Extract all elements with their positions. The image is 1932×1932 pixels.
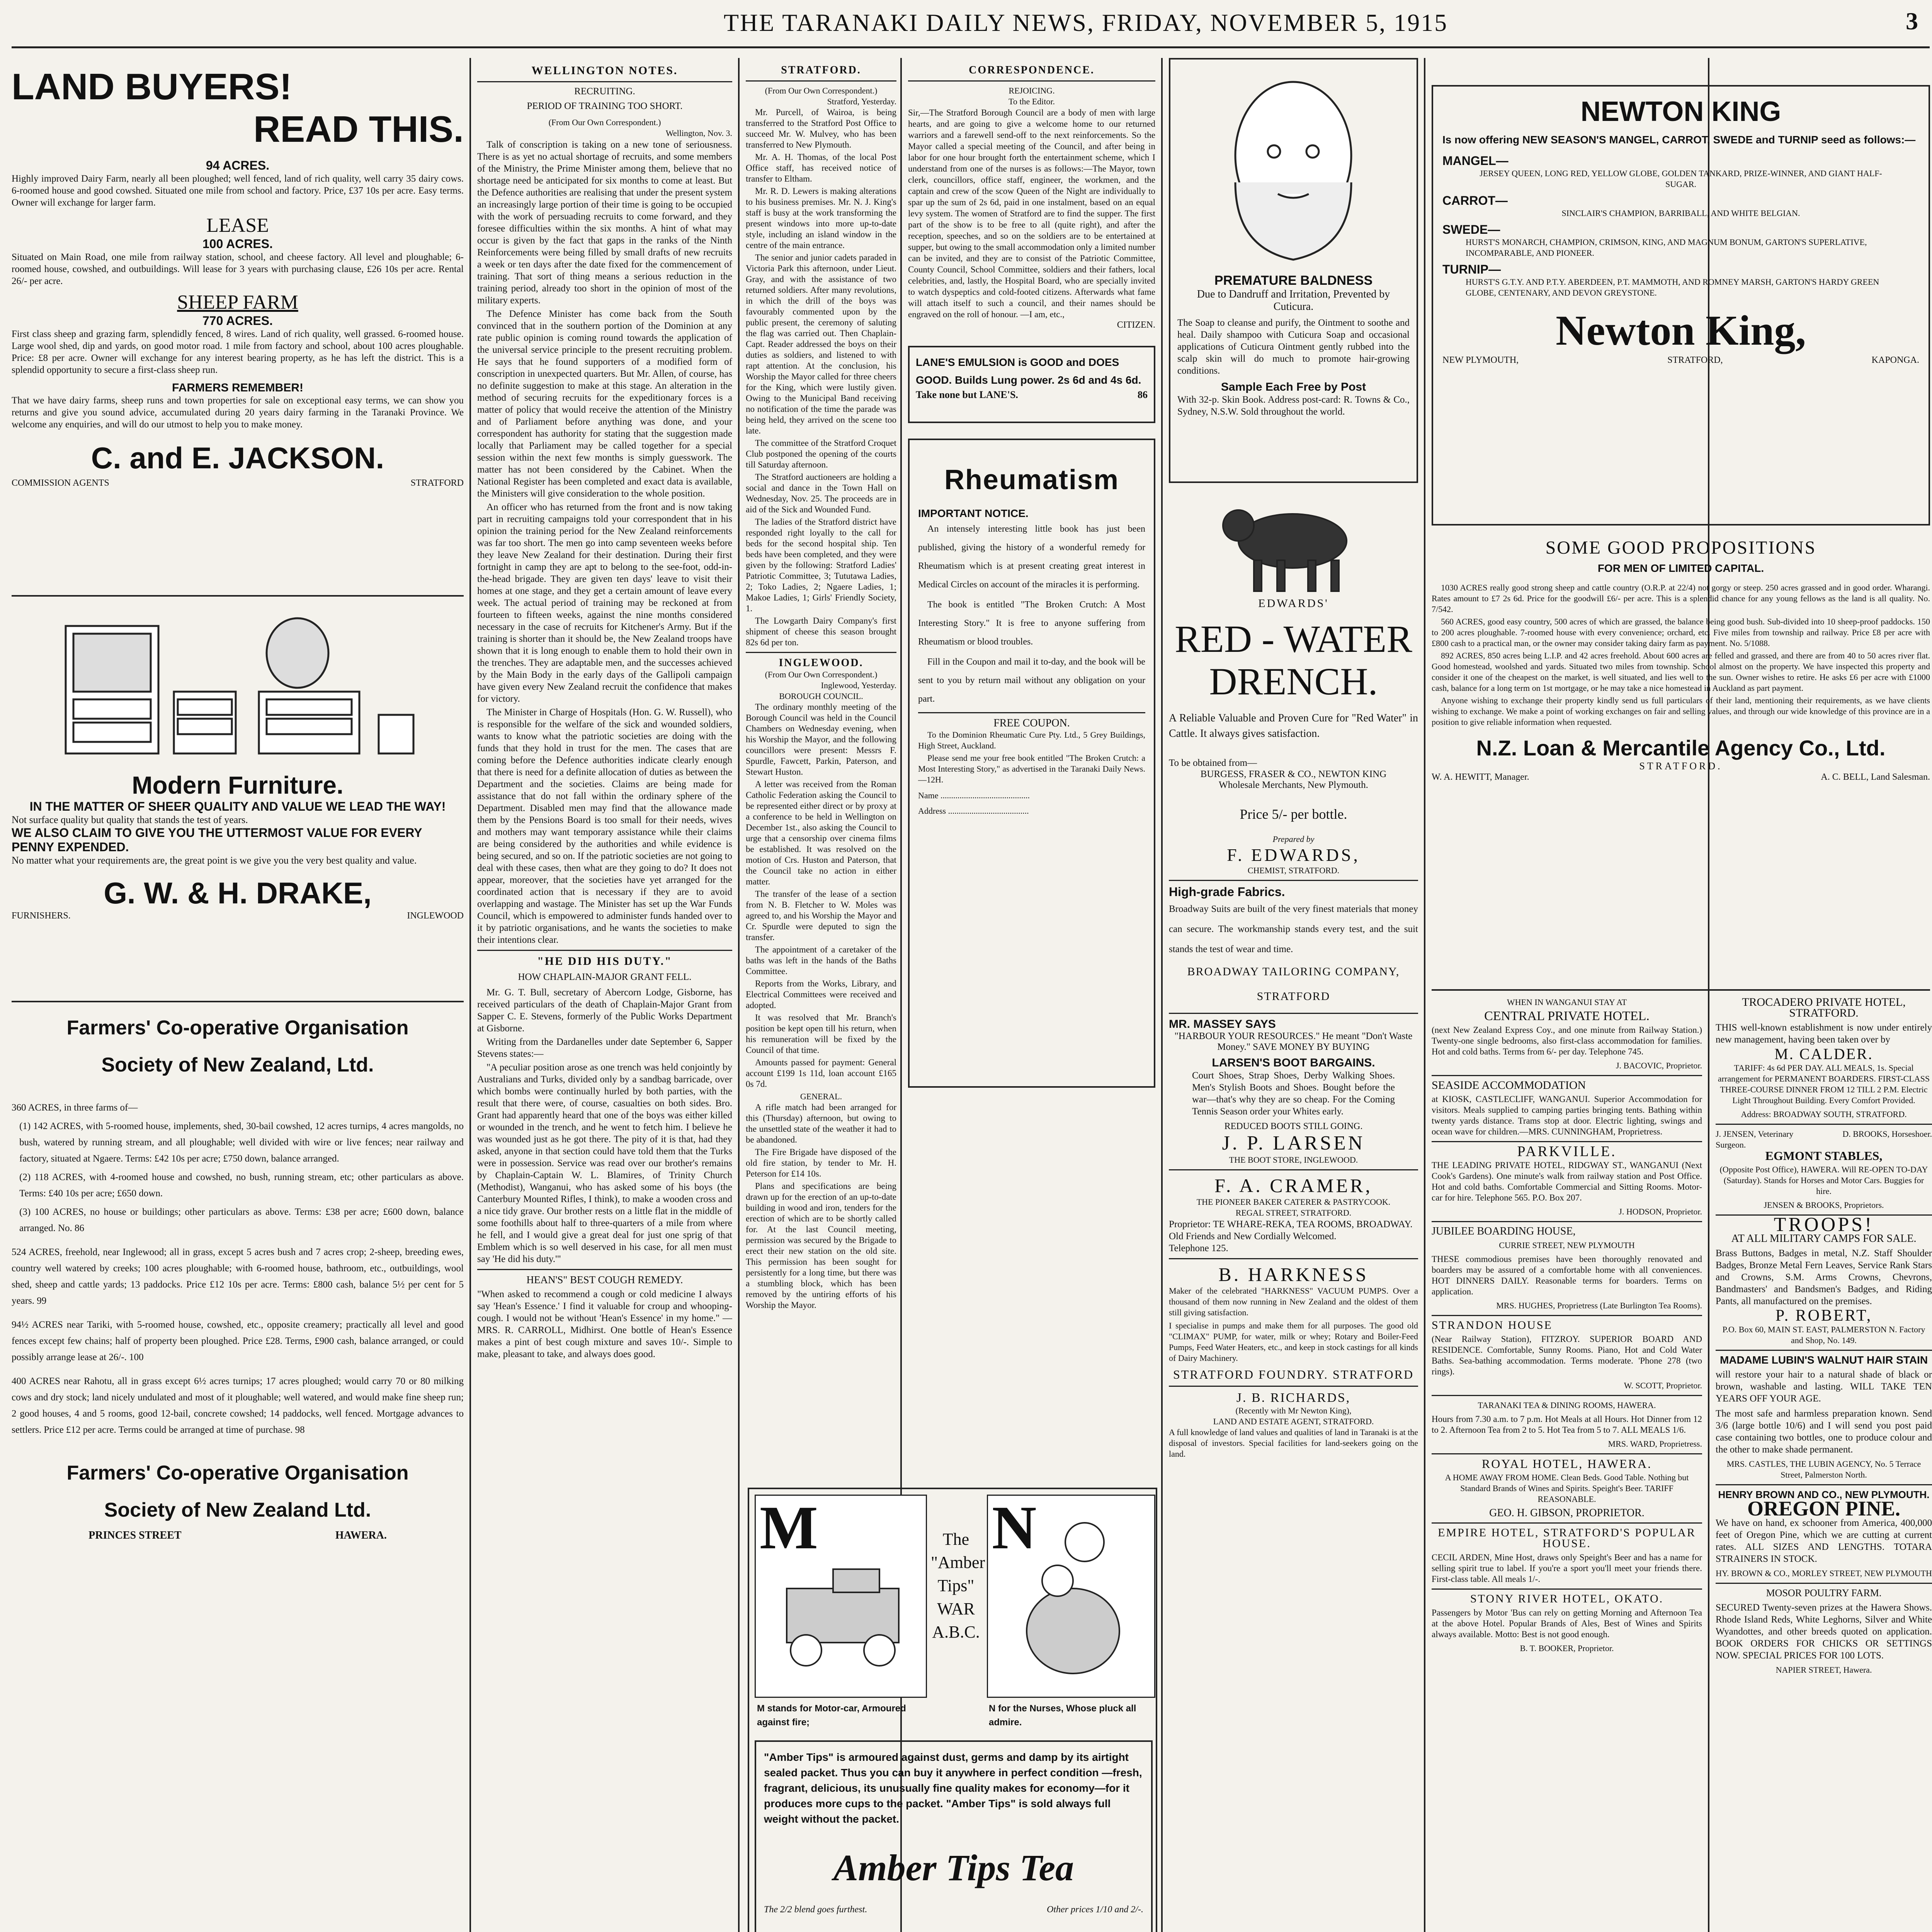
drench-prepared-by: Prepared by bbox=[1272, 834, 1315, 844]
duty-subhead: HOW CHAPLAIN-MAJOR GRANT FELL. bbox=[518, 972, 692, 982]
column-4 bbox=[908, 58, 1155, 1482]
column-6 bbox=[1432, 997, 1702, 1932]
amber-blend: The 2/2 blend goes furthest. bbox=[764, 1905, 867, 1915]
paragraph: The senior and junior cadets paraded in Victoria Park this afternoon, under Lieut. Gray, and with the assistance of two returned soldiers. After many revolutions, in which the drill of the boys was favourably commented upon by the public present, the ceremony of saluting the flag was carried out. Then Chaplain-Capt. Reader addressed the boys on their duties as soldiers, and listened to with rapt attention. At the conclusion, his Worship the Mayor called for three cheers for the King, which were lustily given. Owing to the Municipal Band receiving no notification of the time the parade was being held, they arrived on the scene too late. bbox=[746, 253, 896, 435]
carrot-varieties: SINCLAIR'S CHAMPION, BARRIBALL, AND WHITE BELGIAN. bbox=[1561, 208, 1800, 218]
drench-chemist-addr: CHEMIST, STRATFORD. bbox=[1247, 866, 1340, 875]
farmers-coop-title: Farmers' Co-operative Organisation bbox=[66, 1017, 409, 1039]
paragraph: An intensely interesting little book has just been published, giving the history of a wonderful remedy for Rheumatism which is at present creating great interest in Medical Circles on account of the miracles it is performing. bbox=[918, 524, 1145, 590]
royal-prop: GEO. H. GIBSON, PROPRIETOR. bbox=[1489, 1507, 1645, 1519]
paragraph: The book is entitled "The Broken Crutch: A Most Interesting Story." It is free to anyone suffering from Rheumatism or blood troubles. bbox=[918, 600, 1145, 647]
harkness-text: Maker of the celebrated "HARKNESS" VACUUM PUMPS. Over a thousand of them now running in New Zealand and the oldest of them still giving satisfaction. bbox=[1169, 1286, 1418, 1317]
larsen-ad bbox=[1169, 1018, 1418, 1165]
nz-loan-firm: N.Z. Loan & Mercantile Agency Co., Ltd. bbox=[1476, 736, 1886, 760]
paragraph: Fill in the Coupon and mail it to-day, and the book will be sent to you by return mail without any obligation on your part. bbox=[918, 657, 1145, 704]
sheep-farm-heading: SHEEP FARM bbox=[177, 291, 298, 313]
farmers-remember: FARMERS REMEMBER! bbox=[172, 381, 303, 394]
henry-brown-firm: HY. BROWN & CO., MORLEY STREET, NEW PLYMOUTH bbox=[1716, 1568, 1932, 1578]
town: STRATFORD, bbox=[1667, 355, 1723, 365]
lubin-text: will restore your hair to a natural shade of black or brown, washable and lasting. WILL TAKE TEN YEARS OFF YOUR AGE. bbox=[1716, 1369, 1932, 1404]
drench-obtain: To be obtained from— bbox=[1169, 758, 1257, 768]
town: KAPONGA. bbox=[1871, 355, 1919, 365]
jackson-agents: COMMISSION AGENTS bbox=[12, 478, 109, 488]
masthead-title: THE TARANAKI DAILY NEWS, FRIDAY, NOVEMBER 5, 1915 bbox=[723, 9, 1448, 36]
amber-tips-ad bbox=[748, 1488, 1157, 1932]
drake-trade: FURNISHERS. bbox=[12, 911, 71, 921]
stables-vet: J. JENSEN, Veterinary Surgeon. bbox=[1716, 1129, 1794, 1150]
oregon-pine-title: OREGON PINE. bbox=[1747, 1497, 1901, 1520]
drench-ad bbox=[1169, 495, 1418, 876]
parkville-text: THE LEADING PRIVATE HOTEL, RIDGWAY ST., WANGANUI (Next Cook's Gardens). One minute's walk from railway station and Post Office. Hot and cold baths. Comfortable Commercial and Sitting Rooms. Motor-car for hire. Telephone 565. P.O. Box 207. bbox=[1432, 1160, 1702, 1202]
cramer-name: F. A. CRAMER, bbox=[1214, 1175, 1372, 1196]
richards-ad bbox=[1169, 1391, 1418, 1459]
letter-text: Sir,—The Stratford Borough Council are a body of men with large hearts, and are going to give a welcome home to our returned warriors and a farewell send-off to the next reinforcements. So the Mayor called a special meeting of the Council, and after being in labor for one hour brought forth the entertainment scheme, which I understand from one of the nurses is as follows:—The Mayor, town clerk, councillors, office staff, engineer, the workmen, and the captain and crew of the scow Queen of the Night are individually to spar up the sum of 2s 6d, paid in one instalment, based on an equal levy system. The women of Stratford are to find the supper. The first part of the show is to be free to all (quite right), and after the reception, speeches, and so on the soldiers are to be entertained at supper, but owing to the small accommodation only a limited number can be invited, and they are to consist of the Patriotic Committee, County Council, School Committee, soldiers and their fathers, local celebrities, and, lastly, the Hospital Board, who are specially invited to watch dyspeptics and cold-footed citizens. Afterwards what fame will attach itself to such a council, and their names should be engraved on the roll of honour. —I am, etc., bbox=[908, 108, 1155, 319]
propositions-title: SOME GOOD PROPOSITIONS bbox=[1545, 537, 1816, 558]
paragraph: The ladies of the Stratford district have responded right loyally to the call for beds for the second hospital ship. Ten beds have been completed, and they were given by the following: Stratford Ladies' Patriotic Committee, 3; Tututawa Ladies, 2; Toko Ladies, 2; Ngaere Ladies, 1; Makoe Ladies, 1; Girls' Friendly Society, 1. bbox=[746, 517, 896, 613]
furniture-line-1: IN THE MATTER OF SHEER QUALITY AND VALUE WE LEAD THE WAY! bbox=[29, 799, 446, 813]
lanes-tagline: Take none but LANE'S. bbox=[916, 389, 1018, 400]
cough-heading: HEAN'S" BEST COUGH REMEDY. bbox=[526, 1274, 683, 1286]
swede-label: SWEDE— bbox=[1442, 223, 1500, 236]
furniture-illustration bbox=[12, 603, 464, 765]
to-the-editor: To the Editor. bbox=[1008, 97, 1055, 106]
cramer-prop: Proprietor: TE WHARE-REKA, TEA ROOMS, BROADWAY. bbox=[1169, 1219, 1413, 1230]
duty-heading: "HE DID HIS DUTY." bbox=[537, 955, 672, 968]
paragraph: Talk of conscription is taking on a new tone of seriousness. There is as yet no actual shortage of recruits, and some members of the Ministry, the Prime Minister among them, believe that no shortage need be anticipated for six months to come at least. But the Defence authorities are realising that under the present system an increasingly large portion of their time is going to be occupied with the work of persuading recruits to come forward, and they foresee difficulties within the six months. A hint of what may occur is given by the fact that gaps in the ranks of the Ninth Reinforcements were being filled by small drafts of new recruits a week or ten days after the date fixed for the commencement of training. That sort of thing means a serious reduction in the training period, already too short in the opinion of most of the military experts. bbox=[477, 139, 732, 306]
paragraph: Anyone wishing to exchange their property kindly send us full particulars of their land, mentioning their requirements, as we have clients wishing to exchange. We make a point of working exchanges on fair and selling values, and through our wide knowledge of this province are in a position to give reliable information when requested. bbox=[1432, 696, 1930, 727]
coupon-address-field[interactable]: Address ...................................... bbox=[918, 806, 1029, 816]
troops-text: Brass Buttons, Badges in metal, N.Z. Staff Shoulder Badges, Bronze Metal Fern Leaves, Service Rank Stars and Crowns, S.M. Arms Crowns, Chevrons, Bandmasters' and Bandsmen's Badges, and Riding Pants, all manufactured on the premises. bbox=[1716, 1248, 1932, 1306]
furniture-line-3: WE ALSO CLAIM TO GIVE YOU THE UTTERMOST VALUE FOR EVERY PENNY EXPENDED. bbox=[12, 826, 422, 854]
list-item: 1030 ACRES really good strong sheep and cattle country (O.R.P. at 22/4) not gorgy or steep. 250 acres grassed and in good order. Wharangi. Rates amount to £7 2s 6d. Price for the goodwill £6/- per acre. This is a splendid chance for any young fellows as the land is all quality. No. 7/542. bbox=[1432, 583, 1930, 614]
carrot-label: CARROT— bbox=[1442, 194, 1508, 207]
jackson-firm: C. and E. JACKSON. bbox=[91, 441, 384, 475]
paragraph: The ordinary monthly meeting of the Borough Council was held in the Council Chambers on Wednesday evening, when his Worship the Mayor, and the following councillors were present: Messrs F. Spurdle, Fawcett, Parkin, Paterson, and Stewart Huston. bbox=[746, 702, 896, 777]
paragraph: Amounts passed for payment: General account £199 1s 11d, loan account £165 0s 7d. bbox=[746, 1058, 896, 1089]
furniture-line-4: No matter what your requirements are, the great point is we give you the very best quality and value. bbox=[12, 855, 417, 866]
recruiting-subhead: RECRUITING. bbox=[574, 86, 635, 97]
baldness-post: With 32-p. Skin Book. Address post-card: R. Towns & Co., Sydney, N.S.W. Sold throughout the world. bbox=[1177, 395, 1410, 417]
parkville-name: PARKVILLE. bbox=[1517, 1143, 1617, 1160]
lanes-number: 86 bbox=[1138, 389, 1148, 400]
cow-illustration bbox=[1169, 495, 1418, 595]
paragraph: A rifle match had been arranged for this (Thursday) afternoon, but owing to the unsettled state of the weather it had to be abandoned. bbox=[746, 1102, 896, 1145]
paragraph: The transfer of the lease of a section from N. B. Fletcher to W. Moles was agreed to, and his Worship the Mayor and Cr. Spurdle were deputed to sign the transfer. bbox=[746, 889, 896, 942]
larsen-text: Court Shoes, Strap Shoes, Derby Walking Shoes. Men's Stylish Boots and Shoes. Bought before the war—that's why they are so cheap. For the Coming Tennis Season order your Whites early. bbox=[1192, 1070, 1395, 1117]
mangel-label: MANGEL— bbox=[1442, 154, 1509, 168]
harkness-name: B. HARKNESS bbox=[1218, 1264, 1369, 1285]
taranaki-prop: MRS. WARD, Proprietress. bbox=[1608, 1439, 1702, 1449]
jubilee-text: THESE commodious premises have been thoroughly renovated and boarders may be assured of a comfortable home with all conveniences. HOT DINNERS DAILY. Reasonable terms for boarders. Terms on application. bbox=[1432, 1254, 1702, 1296]
paragraph: The Fire Brigade have disposed of the old fire station, by tender to Mr. H. Peterson for £14 10s. bbox=[746, 1147, 896, 1179]
stables-name: EGMONT STABLES, bbox=[1765, 1149, 1883, 1163]
amber-prices: Other prices 1/10 and 2/-. bbox=[1047, 1905, 1143, 1915]
drench-agent: BURGESS, FRASER & CO., NEWTON KING bbox=[1200, 769, 1387, 779]
turnip-label: TURNIP— bbox=[1442, 262, 1501, 276]
correspondence-heading: CORRESPONDENCE. bbox=[969, 64, 1095, 76]
lubin-text-2: The most safe and harmless preparation known. Send 3/6 (large bottle 10/6) and I will send you post paid case containing two bottles, one to produce colour and the other to make shade permanent. bbox=[1716, 1408, 1932, 1455]
read-this: READ THIS. bbox=[253, 109, 464, 150]
drench-chemist: F. EDWARDS, bbox=[1227, 845, 1360, 865]
page-number: 3 bbox=[1906, 7, 1918, 35]
amber-tips-brand: Amber Tips Tea bbox=[833, 1847, 1074, 1888]
paragraph: The committee of the Stratford Croquet Club postponed the opening of the courts till Saturday afternoon. bbox=[746, 438, 896, 469]
farmers-coop-ad bbox=[12, 1009, 464, 1932]
lanes-text: LANE'S EMULSION is GOOD and DOES GOOD. Builds Lung power. 2s 6d and 4s 6d. bbox=[916, 356, 1141, 386]
turnip-varieties: HURST'S G.T.Y. AND P.T.Y. ABERDEEN, P.T. MAMMOTH, AND ROMNEY MARSH, GARTON'S HARDY GREEN GLOBE, CENTENARY, AND DEVON GREYSTONE. bbox=[1466, 277, 1879, 298]
list-item: 524 ACRES, freehold, near Inglewood; all in grass, except 5 acres bush and 7 acres crop; 2-sheep, breeding ewes, country well watered by creeks; 100 acres ploughable; with 6-roomed house, bathroom, etc., outbuildings, wool shed, sheep and cattle yards; 13 paddocks. Price £12 10s per acre. Terms: £800 cash, balance 5½ per cent for 5 years. 99 bbox=[12, 1247, 464, 1306]
byline: (From Our Own Correspondent.) bbox=[765, 670, 878, 679]
jubilee-name: JUBILEE BOARDING HOUSE, bbox=[1432, 1225, 1576, 1237]
stony-text: Passengers by Motor 'Bus can rely on getting Morning and Afternoon Tea at the above Hotel. Popular Brands of Ales, Best of Wines and Spirits always available. Motto: Best is not good enough. bbox=[1432, 1608, 1702, 1639]
harkness-ad bbox=[1169, 1263, 1418, 1382]
paragraph: Mr. R. D. Lewers is making alterations to his business premises. Mr. N. J. King's staff is busy at the work transforming the present windows into more up-to-date style, including an island window in the centre of the main entrance. bbox=[746, 186, 896, 250]
cramer-trade: THE PIONEER BAKER CATERER & PASTRYCOOK. bbox=[1196, 1197, 1391, 1207]
lease-heading: LEASE bbox=[206, 214, 269, 236]
farmers-coop-subtitle: Society of New Zealand, Ltd. bbox=[101, 1054, 374, 1076]
good-propositions-ad bbox=[1432, 537, 1930, 981]
larsen-name: J. P. LARSEN bbox=[1222, 1132, 1365, 1154]
drench-brand: EDWARDS' bbox=[1258, 597, 1329, 610]
fabrics-firm: BROADWAY TAILORING COMPANY, STRATFORD bbox=[1187, 965, 1400, 1003]
training-subhead: PERIOD OF TRAINING TOO SHORT. bbox=[527, 101, 683, 111]
land-buyers-ad bbox=[12, 58, 464, 591]
mangel-varieties: JERSEY QUEEN, LONG RED, YELLOW GLOBE, GOLDEN TANKARD, PRIZE-WINNER, AND GIANT HALF-SUGAR. bbox=[1480, 168, 1882, 189]
paragraph: The Defence Minister has come back from the South convinced that in the southern portion of the Dominion at any rate public opinion is coming round towards the application of the universal service principle to the present recruiting problem. He says that he found supporters of a modified form of conscription in unexpected quarters. But Mr. Allen, of course, has no definite suggestion to make at this stage. An alteration in the method of securing recruits for the expeditionary forces is a matter of policy that would receive the attention of the Ministry and of Parliament before anything was done, and your correspondent has authority for stating that the suggestion made locally that Parliament may be called together for a special session within the next few months is simply guesswork. The matter has not been considered by the Cabinet. When the National Register has been completed and exact data is available, the Ministers will give consideration to the whole position. bbox=[477, 309, 732, 499]
newton-king-title: NEWTON KING bbox=[1580, 96, 1781, 127]
henry-brown-name: HENRY BROWN AND CO., NEW PLYMOUTH. bbox=[1718, 1489, 1930, 1500]
farmers-coop-list bbox=[12, 1100, 464, 1438]
farmers-coop-subtitle-2: Society of New Zealand Ltd. bbox=[104, 1499, 371, 1521]
amber-tips-text-box bbox=[755, 1740, 1153, 1932]
furniture-line-2: Not surface quality but quality that stands the test of years. bbox=[12, 814, 248, 825]
central-text: (next New Zealand Express Coy., and one minute from Railway Station.) Twenty-one single bedrooms, also first-class accommodation for families. Hot and cold baths. Terms from 6/- per day. Telephone 745. bbox=[1432, 1025, 1702, 1056]
list-item: 892 ACRES, 850 acres being L.I.P. and 42 acres freehold. About 600 acres are felled and grassed, and there are from 40 to 50 acres river flat. Good homestead, woolshed and yards. Situated two miles from township. School almost on the property. We have inspected this property and consider it one of the cheapest on the market, is well situated, and lies well to the sun. Owner wishes to retire. He asks £6 per acre with £1000 cash, balance for a long term on 1st mortgage, or he may take a nice homestead in Auckland as part payment. bbox=[1432, 651, 1930, 693]
stony-prop: B. T. BOOKER, Proprietor. bbox=[1520, 1643, 1614, 1653]
paragraph: Mr. A. H. Thomas, of the local Post Office staff, has received notice of transfer to Eltham. bbox=[746, 152, 896, 184]
lubin-title: MADAME LUBIN'S WALNUT HAIR STAIN bbox=[1719, 1354, 1928, 1366]
dateline: Stratford, Yesterday. bbox=[827, 97, 896, 106]
byline: (From Our Own Correspondent.) bbox=[765, 86, 878, 95]
column-3 bbox=[746, 58, 896, 1482]
lubin-addr: MRS. CASTLES, THE LUBIN AGENCY, No. 5 Terrace Street, Palmerston North. bbox=[1726, 1459, 1921, 1480]
rejoicing-subhead: REJOICING. bbox=[1009, 86, 1055, 95]
paragraph: "A peculiar position arose as one trench was held conjointly by Australians and Turks, divided only by a sandbag barricade, over which bombs were continually hurled by both parties, with the result that there were, of course, casualties on both sides. Bro. Grant had apparently heard that one of the boys was either killed or wounded in the trench, and he went to fetch him. I believe he was wounded just as he got there. The pity of it is that, had they asked, anyone in that section could have told them that the Turks were in possession. Service was read over our brother's remains by Chaplain-Captain W. L. Blamires, of Trinity Church (Methodist), Wanganui, who has asked some of his boys (the Canterbury Mounted Rifles, I think), to make a wooden cross and a nice tidy grave. Our brother rests on a little flat in the middle of some foothills about half to three-quarters of a mile from where he fell, and I would give a great deal for just one sprig of that Emblem which is so well deserved in his case, for all men must say 'He did his duty.'" bbox=[477, 1062, 732, 1264]
cough-text: "When asked to recommend a cough or cold medicine I always say 'Hean's Essence.' I find it valuable for croup and whooping-cough. I would not be without 'Hean's Essence' in my home." —MRS. R. CARROLL, Midhirst. One bottle of Hean's Essence makes a pint of best cough mixture and saves 10/-. Simple to make, pleasant to take, and always does good. bbox=[477, 1289, 732, 1359]
column-1 bbox=[12, 58, 464, 1932]
stables-smith: D. BROOKS, Horseshoer. bbox=[1842, 1129, 1932, 1139]
general-subhead: GENERAL. bbox=[800, 1092, 842, 1101]
amber-tips-text: "Amber Tips" is armoured against dust, germs and damp by its airtight sealed packet. Thus you can buy it anywhere in perfect condition —fresh, fragrant, delicious, its unusually fine quality makes for economy—for it produces more cups to the packet. "Amber Tips" is sold always full weight without the packet. bbox=[764, 1751, 1142, 1825]
drench-price: Price 5/- per bottle. bbox=[1240, 806, 1347, 822]
bald-man-illustration bbox=[1177, 66, 1409, 267]
stables-text: (Opposite Post Office), HAWERA. Will RE-OPEN TO-DAY (Saturday). Stands for Horses and Motor Cars. Buggies for hire. bbox=[1719, 1165, 1928, 1196]
central-name: CENTRAL PRIVATE HOTEL. bbox=[1484, 1009, 1650, 1023]
paragraph: The appointment of a caretaker of the baths was left in the hands of the Baths Committee. bbox=[746, 945, 896, 976]
inglewood-heading: INGLEWOOD. bbox=[779, 657, 864, 669]
lanes-emulsion-ad bbox=[908, 346, 1155, 423]
paragraph: To the Dominion Rheumatic Cure Pty. Ltd., 5 Grey Buildings, High Street, Auckland. bbox=[918, 730, 1145, 750]
cramer-ad bbox=[1169, 1174, 1418, 1254]
coupon-address-label: Address bbox=[918, 806, 946, 816]
baldness-subtitle: Due to Dandruff and Irritation, Prevented by Cuticura. bbox=[1197, 288, 1390, 313]
town: NEW PLYMOUTH, bbox=[1442, 355, 1519, 365]
farmers-coop-title-2: Farmers' Co-operative Organisation bbox=[66, 1462, 409, 1484]
central-intro: WHEN IN WANGANUI STAY AT bbox=[1507, 997, 1627, 1007]
drake-town: INGLEWOOD bbox=[407, 911, 464, 921]
letter-m-illustration: M bbox=[755, 1495, 927, 1698]
paragraph: Writing from the Dardanelles under date September 6, Sapper Stevens states:— bbox=[477, 1037, 732, 1059]
seaside-text: at KIOSK, CASTLECLIFF, WANGANUI. Superior Accommodation for visitors. Meals supplied to camping parties bringing tents. Bathing within twenty yards distance. Trams stop at door. Electric lighting, swings and ocean wave for children.—MRS. CUNNINGHAM, Proprietress. bbox=[1432, 1094, 1702, 1136]
richards-trade: LAND AND ESTATE AGENT, STRATFORD. bbox=[1213, 1417, 1374, 1426]
acres-100-heading: 100 ACRES. bbox=[202, 237, 273, 251]
jubilee-addr: CURRIE STREET, NEW PLYMOUTH bbox=[1499, 1240, 1635, 1250]
mosor-addr: NAPIER STREET, Hawera. bbox=[1776, 1665, 1872, 1675]
list-item: 400 ACRES near Rahotu, all in grass except 6½ acres turnips; 17 acres ploughed; would carry 70 or 80 milking cows and dry stock; land nicely undulated and most of it ploughable; well watered, and would make fine sheep run; 2 good houses, 4 and 5 rooms, good 12-bail, concrete cowshed; 14 paddocks, well fenced. Mortgage advances to settlers. Price £12 per acre. Terms could be arranged at time of purchase. 98 bbox=[12, 1376, 464, 1435]
drench-title: RED - WATER DRENCH. bbox=[1175, 617, 1412, 703]
taranaki-text: Hours from 7.30 a.m. to 7 p.m. Hot Meals at all Hours. Hot Dinner from 12 to 2. Afternoon Tea from 2 to 5. Hot Tea from 5 to 7. ALL MEALS 1/6. bbox=[1432, 1414, 1702, 1435]
letter-n-caption: N for the Nurses, Whose pluck all admire. bbox=[989, 1703, 1136, 1728]
acres-94-heading: 94 ACRES. bbox=[206, 158, 270, 172]
trocadero-name: TROCADERO PRIVATE HOTEL, STRATFORD. bbox=[1742, 997, 1906, 1019]
byline: (From Our Own Correspondent.) bbox=[548, 117, 661, 127]
cuticura-ad bbox=[1169, 58, 1418, 483]
trocadero-owner: M. CALDER. bbox=[1774, 1045, 1873, 1063]
free-coupon: FREE COUPON. bbox=[993, 717, 1070, 729]
newton-king-signature: Newton King, bbox=[1556, 307, 1806, 354]
fabrics-text: Broadway Suits are built of the very finest materials that money can secure. The workmanship stands every test, and the suit stands the test of wear and time. bbox=[1169, 904, 1418, 954]
drench-text: A Reliable Valuable and Proven Cure for "Red Water" in Cattle. It always gives satisfaction. bbox=[1169, 712, 1418, 740]
strandon-name: STRANDON HOUSE bbox=[1432, 1319, 1553, 1332]
empire-name: EMPIRE HOTEL, STRATFORD'S POPULAR HOUSE. bbox=[1438, 1526, 1696, 1550]
drake-firm: G. W. & H. DRAKE, bbox=[104, 876, 372, 910]
trocadero-text: THIS well-known establishment is now under entirely new management, having been taken over by bbox=[1716, 1022, 1932, 1045]
drench-agent-2: Wholesale Merchants, New Plymouth. bbox=[1219, 780, 1368, 790]
richards-name: J. B. RICHARDS, bbox=[1236, 1391, 1351, 1405]
acres-770-heading: 770 ACRES. bbox=[202, 314, 273, 328]
paragraph: Reports from the Works, Library, and Electrical Committees were received and adopted. bbox=[746, 979, 896, 1010]
central-prop: J. BACOVIC, Proprietor. bbox=[1616, 1061, 1702, 1070]
troops-title: TROOPS! bbox=[1774, 1214, 1874, 1236]
cramer-old: Old Friends and New Cordially Welcomed. bbox=[1169, 1231, 1337, 1242]
nz-loan-town: STRATFORD. bbox=[1639, 760, 1723, 772]
harkness-foundry: STRATFORD FOUNDRY. STRATFORD bbox=[1173, 1367, 1414, 1381]
furniture-ad bbox=[12, 603, 464, 997]
baldness-sample: Sample Each Free by Post bbox=[1221, 381, 1366, 393]
massey-quote: "HARBOUR YOUR RESOURCES." He meant "Don't Waste Money." SAVE MONEY BY BUYING bbox=[1174, 1031, 1413, 1052]
newton-king-ad bbox=[1432, 85, 1930, 526]
masthead bbox=[0, 0, 1932, 58]
paragraph: It was resolved that Mr. Branch's position be kept open till his return, when his remuneration will be fixed by the Council of that time. bbox=[746, 1013, 896, 1055]
acres-770-text: First class sheep and grazing farm, splendidly fenced, 8 wires. Land of rich quality, well grassed. 6-roomed house. Large wool shed, dip and yards, on good motor road. 1 mile from factory and school, about 100 acres ploughable. Price: £8 per acre. Owner will exchange for any interest bearing property, as he has left the district. This is a splendid opportunity to secure a first-class sheep run. bbox=[12, 329, 464, 375]
paragraph: Mr. Purcell, of Wairoa, is being transferred to the Stratford Post Office to succeed Mr. W. Mulvey, who has been transferred to New Plymouth. bbox=[746, 107, 896, 150]
land-buyers-title: LAND BUYERS! bbox=[12, 66, 292, 107]
acres-100-text: Situated on Main Road, one mile from railway station, school, and cheese factory. All level and ploughable; 6-roomed house, cowshed, and outbuildings. Will lease for 3 years with purchasing clause, £26 10s per acre. Rental 26/- per acre. bbox=[12, 252, 464, 286]
royal-name: ROYAL HOTEL, HAWERA. bbox=[1481, 1457, 1652, 1471]
coupon-name-label: Name bbox=[918, 791, 939, 800]
fabrics-ad bbox=[1169, 885, 1418, 1009]
mosor-text: SECURED Twenty-seven prizes at the Hawera Shows. Rhode Island Reds, White Leghorns, Silver and White Wyandottes, and other breeds quoted on application. BOOK ORDERS FOR CHICKS OR SETTINGS NOW. SPECIAL PRICES FOR 100 LOTS. bbox=[1716, 1602, 1932, 1661]
rheumatism-ad bbox=[908, 439, 1155, 1088]
stables-firm: JENSEN & BROOKS, Proprietors. bbox=[1764, 1200, 1884, 1210]
larsen-shop: LARSEN'S BOOT BARGAINS. bbox=[1212, 1056, 1375, 1069]
paragraph: Please send me your free book entitled "The Broken Crutch: a Most Interesting Story," as advertised in the Taranaki Daily News.—12H. bbox=[918, 753, 1145, 784]
dateline: Wellington, Nov. 3. bbox=[665, 128, 732, 138]
parkville-prop: J. HODSON, Proprietor. bbox=[1619, 1207, 1702, 1216]
column-7 bbox=[1716, 997, 1932, 1932]
baldness-text: The Soap to cleanse and purify, the Ointment to soothe and heal. Daily shampoo with Cuticura Soap and occasional applications of Cuticura Ointment gently rubbed into the scalp skin will do much to promote hair-growing conditions. bbox=[1177, 318, 1410, 376]
letter-signature: CITIZEN. bbox=[1117, 320, 1155, 330]
coupon-name-field[interactable]: Name .......................................... bbox=[918, 791, 1030, 800]
oregon-pine-text: We have on hand, ex schooner from America, 400,000 feet of Oregon Pine, which we are cutting at current rates. ALL SIZES AND LENGTHS. TOTARA STRAINERS IN STOCK. bbox=[1716, 1518, 1932, 1564]
richards-text: A full knowledge of land values and qualities of land in Taranaki is at the disposal of investors. Special facilities for land-seekers going on the land. bbox=[1169, 1427, 1418, 1459]
larsen-reduced: REDUCED BOOTS STILL GOING. bbox=[1224, 1121, 1363, 1131]
farmers-street: PRINCES STREET bbox=[88, 1529, 182, 1541]
letter-m-caption: M stands for Motor-car, Armoured against fire; bbox=[757, 1703, 906, 1728]
nz-loan-manager: W. A. HEWITT, Manager. bbox=[1432, 772, 1529, 782]
propositions-subtitle: FOR MEN OF LIMITED CAPITAL. bbox=[1597, 562, 1764, 574]
borough-council-subhead: BOROUGH COUNCIL. bbox=[779, 691, 863, 701]
strandon-text: (Near Railway Station), FITZROY. SUPERIOR BOARD AND RESIDENCE. Comfortable, Sunny Rooms. Piano, Hot and Cold Water Baths. Sea-bathing accommodation. Terms moderate. 'Phone 278 (two rings). bbox=[1432, 1334, 1702, 1376]
cramer-addr: REGAL STREET, STRATFORD. bbox=[1235, 1208, 1352, 1218]
war-abc-title: The "Amber Tips" WAR A.B.C. bbox=[931, 1530, 985, 1641]
troops-sub: AT ALL MILITARY CAMPS FOR SALE. bbox=[1731, 1233, 1917, 1245]
list-item: (2) 118 ACRES, with 4-roomed house and cowshed, no bush, running stream, etc; other particulars as above. Terms: £40 10s per acre; £650 down. bbox=[19, 1172, 464, 1199]
royal-text: A HOME AWAY FROM HOME. Clean Beds. Good Table. Nothing but Standard Brands of Wines and Spirits. Speight's Beer. TARIFF REASONABLE. bbox=[1445, 1473, 1689, 1504]
paragraph: The Minister in Charge of Hospitals (Hon. G. W. Russell), who is responsible for the welfare of the sick and wounded soldiers, wants to know what the patriotic societies are doing with the funds that they hold in trust for the men. The cases that are coming before the Defence authorities indicate clearly enough that there is need for a definite allocation of duties as between the Department and the societies. Claims are being made for assistance that do not fall within the ordinary sphere of the Department. Disabled men may find that the allowance made them by the Pensions Board is too small for their needs, wives and mothers may want temporary assistance while their claims are being considered by the authorities and while evidence is being secured, and so on. If the patriotic societies are not going to deal with these cases, then what are they going to do? It does not appear, moreover, that the societies have yet arranged for the coordinated action that is necessary if they are to avoid overlapping and wastage. The Minister has set up the War Funds Council, which is empowered to administer funds handed over to it by patriotic organisations, and he wants the societies to make their intentions clear. bbox=[477, 707, 732, 945]
massey-title: MR. MASSEY SAYS bbox=[1169, 1018, 1276, 1031]
taranaki-name: TARANAKI TEA & DINING ROOMS, HAWERA. bbox=[1478, 1400, 1656, 1410]
trocadero-addr: Address: BROADWAY SOUTH, STRATFORD. bbox=[1741, 1109, 1907, 1119]
troops-addr: P.O. Box 60, MAIN ST. EAST, PALMERSTON N. Factory and Shop, No. 149. bbox=[1722, 1325, 1925, 1345]
jubilee-prop: MRS. HUGHES, Proprietress (Late Burlington Tea Rooms). bbox=[1496, 1301, 1702, 1310]
richards-sub: (Recently with Mr Newton King), bbox=[1235, 1406, 1352, 1415]
stratford-heading: STRATFORD. bbox=[781, 64, 861, 76]
fabrics-title: High-grade Fabrics. bbox=[1169, 885, 1285, 899]
farmers-remember-text: That we have dairy farms, sheep runs and town properties for sale on exceptional easy terms, we can show you returns and give you sound advice, accumulated during 20 years dairy farming in the Taranaki Province. We welcome any enquiries, and will do our utmost to help you to make money. bbox=[12, 395, 464, 430]
baldness-title: PREMATURE BALDNESS bbox=[1214, 273, 1373, 288]
newton-king-intro: Is now offering NEW SEASON'S MANGEL, CARROT, SWEDE and TURNIP seed as follows:— bbox=[1442, 134, 1916, 146]
list-item: 560 ACRES, good easy country, 500 acres of which are grassed, the balance being good bush. Sub-divided into 10 sheep-proof paddocks. 150 to 200 acres ploughable. 7-roomed house with every convenience; orchard, etc. Five miles from township and railway. Price £8 per acre with £800 cash to a practical man, or the owner may consider taking dairy farm as payment. No. 5/1088. bbox=[1432, 617, 1930, 648]
list-item: 94½ ACRES near Tariki, with 5-roomed house, cowshed, etc., opposite creamery; practically all level and good fences except few chains; half of property been ploughed. Price £28. Terms, £900 cash, balance arranged, or could possibly arrange lease at 26/-. 100 bbox=[12, 1320, 464, 1362]
harkness-text-2: I specialise in pumps and make them for all purposes. The good old "CLIMAX" PUMP, for water, milk or whey; Rotary and Boiler-Feed Pumps, Feed Water Heaters, etc., and keep in stock castings for all kinds of Dairy Machinery. bbox=[1169, 1321, 1418, 1363]
swede-varieties: HURST'S MONARCH, CHAMPION, CRIMSON, KING, AND MAGNUM BONUM, GARTON'S SUPERLATIVE, INCOMPARABLE, AND PIONEER. bbox=[1466, 237, 1867, 258]
jackson-town: STRATFORD bbox=[410, 478, 464, 488]
wellington-notes-heading: WELLINGTON NOTES. bbox=[531, 64, 678, 77]
empire-text: CECIL ARDEN, Mine Host, draws only Speight's Beer and has a name for selling spirit true to label. If you're a sport you'll meet your friends there. First-class table. All meals 1/-. bbox=[1432, 1553, 1702, 1584]
mosor-title: MOSOR POULTRY FARM. bbox=[1766, 1587, 1882, 1599]
column-5 bbox=[1169, 58, 1418, 1932]
paragraph: The Lowgarth Dairy Company's first shipment of cheese this season brought 82s 6d per ton. bbox=[746, 616, 896, 647]
larsen-addr: THE BOOT STORE, INGLEWOOD. bbox=[1229, 1155, 1358, 1165]
list-item: (1) 142 ACRES, with 5-roomed house, implements, shed, 30-bail cowshed, 12 acres turnips, 4 acres mangolds, no bush, watered by running stream, and all ploughable; well divided with wire or live fences; near railway and factory, situated at Ngaere. Terms: £42 10s per acre; £750 down, balance arranged. bbox=[19, 1121, 464, 1164]
stony-name: STONY RIVER HOTEL, OKATO. bbox=[1470, 1592, 1664, 1605]
seaside-name: SEASIDE ACCOMMODATION bbox=[1432, 1079, 1586, 1092]
paragraph: A letter was received from the Roman Catholic Federation asking the Council to be represented either direct or by proxy at a conference to be held in Wellington on December 1st., also asking the Council to urge that a censorship over cinema films be established. It was resolved on the motion of Crs. Huston and Paterson, that the Council take no action in either matter. bbox=[746, 779, 896, 886]
trocadero-tariff: TARIFF: 4s 6d PER DAY. ALL MEALS, 1s. Special arrangement for PERMANENT BOARDERS. FIRST-CLASS THREE-COURSE DINNER FROM 12 TILL 2 P.M. Electric Light Throughout Building. Every Comfort Provided. bbox=[1718, 1063, 1930, 1105]
column-2 bbox=[477, 58, 732, 1932]
acres-94-text: Highly improved Dairy Farm, nearly all been ploughed; well fenced, land of rich quality, well carry 35 dairy cows. 6-roomed house and good cowshed. Situated one mile from school and factory. Price, £37 10s per acre. Easy terms. Owner will exchange for larger farm. bbox=[12, 173, 464, 208]
letter-n-illustration: N bbox=[987, 1495, 1155, 1698]
troops-name: P. ROBERT, bbox=[1775, 1307, 1872, 1325]
list-item: 360 ACRES, in three farms of— bbox=[12, 1102, 138, 1113]
nz-loan-salesman: A. C. BELL, Land Salesman. bbox=[1821, 772, 1930, 782]
furniture-title: Modern Furniture. bbox=[132, 771, 344, 799]
strandon-prop: W. SCOTT, Proprietor. bbox=[1624, 1381, 1702, 1390]
paragraph: Plans and specifications are being drawn up for the erection of an up-to-date building in wood and iron, tenders for the erection of which are to be shortly called for. At the last Council meeting, permission was secured by the Brigade to erect their new station on the old site. This permission has been sought for persistently for a long time, but there was a stumbling block, which has been removed by the untiring efforts of his Worship the Mayor. bbox=[746, 1181, 896, 1310]
rheumatism-notice: IMPORTANT NOTICE. bbox=[918, 507, 1029, 519]
paragraph: Mr. G. T. Bull, secretary of Abercorn Lodge, Gisborne, has received particulars of the death of Chaplain-Major Grant from Sapper C. E. Stevens, formerly of the Public Works Department at Gisborne. bbox=[477, 987, 732, 1034]
farmers-town: HAWERA. bbox=[335, 1529, 387, 1541]
dateline: Inglewood, Yesterday. bbox=[821, 680, 896, 690]
paragraph: The Stratford auctioneers are holding a social and dance in the Town Hall on Wednesday, Nov. 25. The proceeds are in aid of the Sick and Wounded Fund. bbox=[746, 472, 896, 514]
cramer-tel: Telephone 125. bbox=[1169, 1243, 1228, 1253]
paragraph: An officer who has returned from the front and is now taking part in recruiting campaigns told your correspondent that in his opinion the training period for the New Zealand reinforcements was far too short. The men go into camp seventeen weeks before they leave New Zealand for their destination. During their first fortnight in camp they are apt to belong to the see-foot, odd-in-the-head brigade. They are given ten days' leave to visit their homes at one stage, and they get a certain amount of leave every week. The actual period of training may be reckoned at from fourteen to fifteen weeks, against the nine months considered necessary in the case of recruits for Kitchener's Army. But if the training is shorter than it should be, the New Zealand troops have shown that it is long enough to enable them to hold their own in the trenches. They are adaptable men, and the successes achieved by the Main Body in the early days of the Gallipoli campaign have given every New Zealand recruit the confidence that makes for victory. bbox=[477, 502, 732, 704]
list-item: (3) 100 ACRES, no house or buildings; other particulars as above. Terms: £38 per acre; £600 down, balance arranged. No. 86 bbox=[19, 1207, 464, 1233]
rheumatism-title: Rheumatism bbox=[944, 464, 1119, 495]
